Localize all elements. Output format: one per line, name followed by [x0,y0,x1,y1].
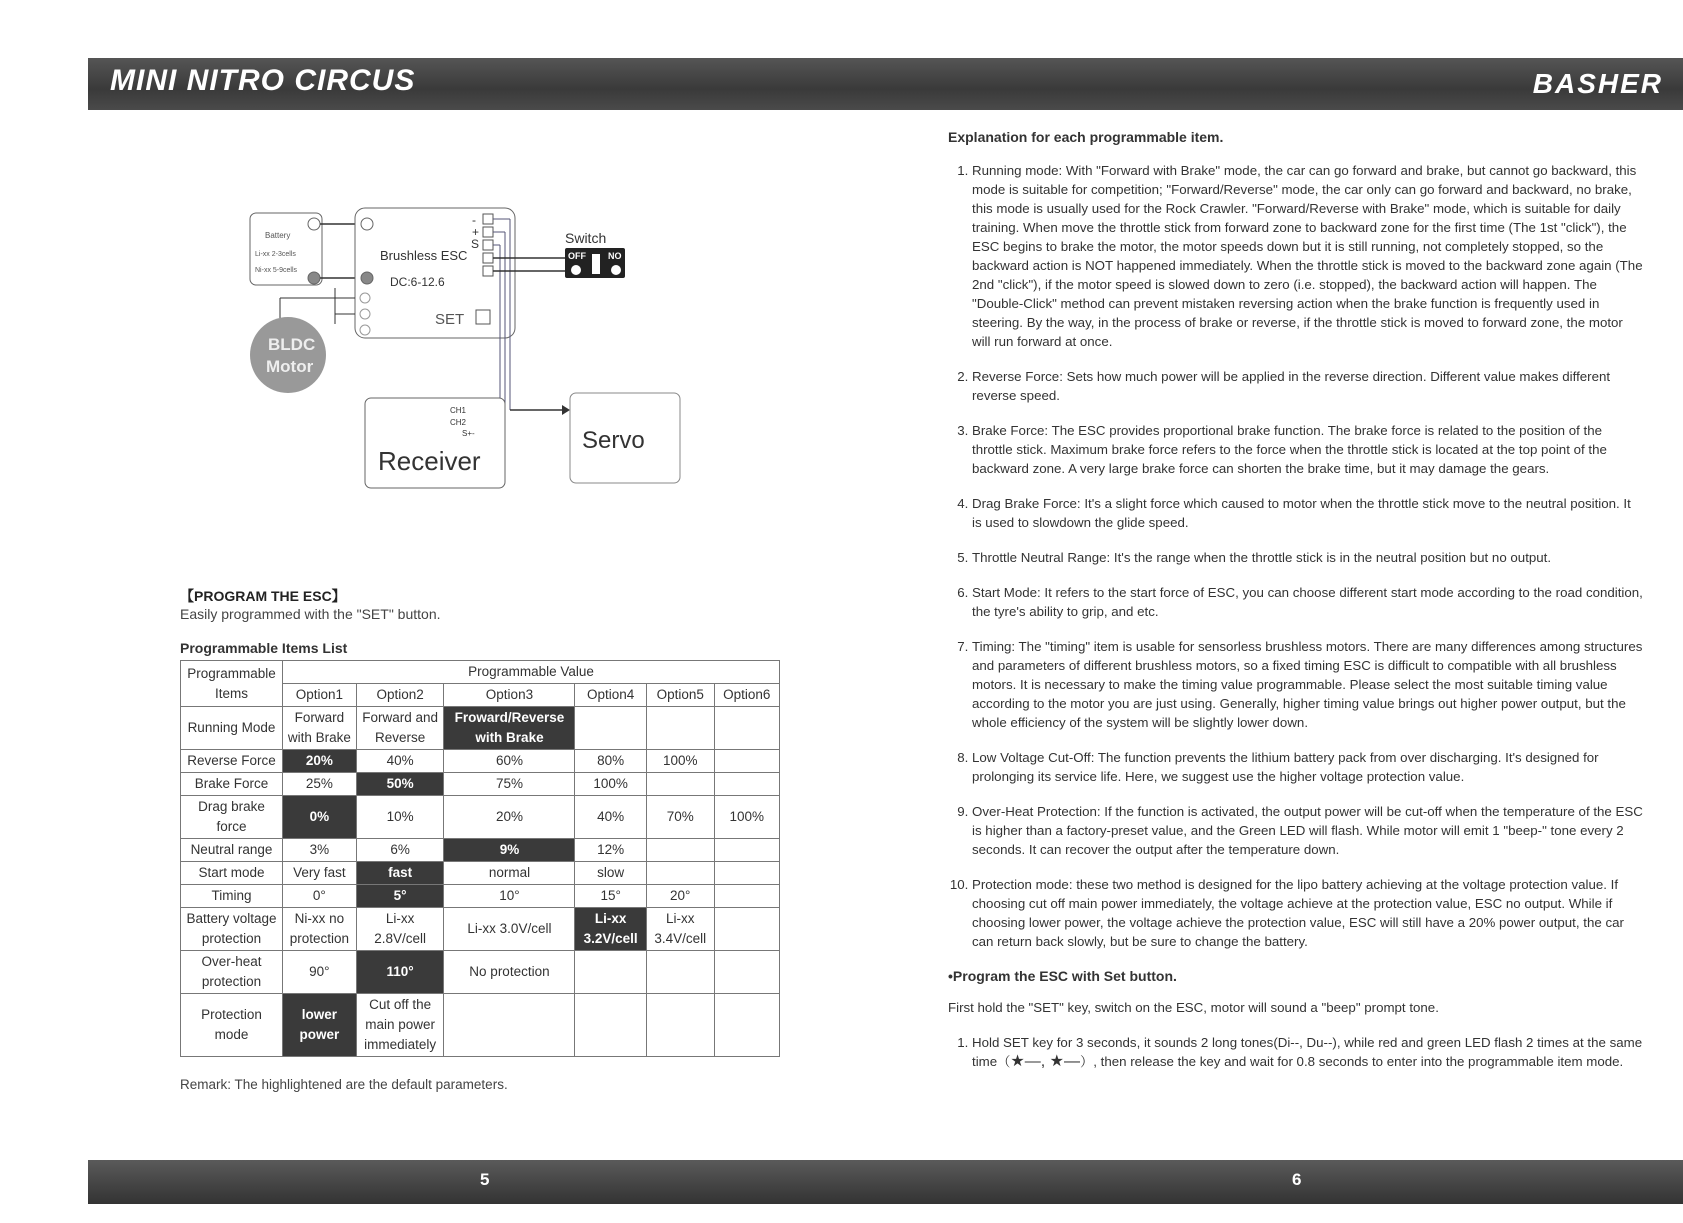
list-item: 7. Timing: The "timing" item is usable for sensorless brushless motors. There are many differences among structures and parameters of different brushless motors, so a fixed timing ESC is difficult to compatible with all brushless motors. It is necessary to make the timing value programmable. Please select the most suitable timing value according to the motor you are just using. Generally, higher timing value brings out higher power output, but the whole efficiency of the system will be slightly lower down. [972,637,1643,732]
table-row [181,773,780,796]
value-cell: 60% [444,750,575,773]
list-item: 10. Protection mode: these two method is designed for the lipo battery achieving at the voltage protection value. If choosing cut off main power immediately, the voltage achieve at the protection value, ESC no output. While if choosing lower power, the voltage achieve the protection value, ESC will still have a 20% power output, the car can return back slowly, but be sure to change the battery. [972,875,1643,951]
item-cell: Timing [181,885,283,908]
value-cell: 40% [575,796,646,839]
value-cell: 75% [444,773,575,796]
battery-line-3: Ni-xx 5-9cells [255,267,298,274]
value-cell: 3% [282,839,356,862]
list-item: 8. Low Voltage Cut-Off: The function prevents the lithium battery pack from over discharging. It's designed for prolonging its service life. Here, we suggest use the higher voltage protection value. [972,748,1643,786]
left-footer-bar [88,1160,890,1204]
value-cell: 10% [356,796,444,839]
value-cell [714,707,779,750]
list-item: 3. Brake Force: The ESC provides proportional brake function. The brake force is related to the position of the throttle stick. Maximum brake force refers to the force when the throttle stick is located at the top point of the backward zone. A very large brake force can shorten the brake time, but it may damage the gears. [972,421,1643,478]
value-cell: 15° [575,885,646,908]
item-cell: Drag brake force [181,796,283,839]
step1-text-b: ）, then release the key and wait for 0.8 seconds to enter into the programmable item mode. [1080,1054,1624,1069]
value-cell [646,773,714,796]
value-cell [575,994,646,1057]
value-cell [646,994,714,1057]
value-cell: Forward with Brake [282,707,356,750]
program-esc-title: 【PROGRAM THE ESC】 [180,588,346,604]
value-cell [714,994,779,1057]
page-number: 6 [1292,1170,1302,1189]
esc-title: Brushless ESC [380,248,468,263]
table-row [181,862,780,885]
set-label: SET [435,311,465,328]
item-cell: Over-heat protection [181,951,283,994]
value-cell: Li-xx 3.4V/cell [646,908,714,951]
value-cell: Very fast [282,862,356,885]
default-value-cell: Li-xx 3.2V/cell [575,908,646,951]
programmable-items-table [180,660,780,1057]
default-value-cell: 5° [356,885,444,908]
default-value-cell: 50% [356,773,444,796]
default-value-cell: 20% [282,750,356,773]
default-value-cell: Froward/Reverse with Brake [444,707,575,750]
value-cell [714,908,779,951]
item-cell: Battery voltage protection [181,908,283,951]
value-cell [646,951,714,994]
table-row [181,885,780,908]
battery-positive-icon [308,218,320,230]
table-corner-cell: Programmable Items [181,661,283,707]
value-cell: 10° [444,885,575,908]
receiver-label: Receiver [378,446,481,476]
value-cell: 100% [646,750,714,773]
value-cell: slow [575,862,646,885]
page-number: 5 [480,1170,490,1189]
option-header: Option5 [646,684,714,707]
list-item [972,1033,1643,1071]
switch-title: Switch [565,230,607,246]
switch-on-label: NO [608,251,622,261]
value-cell: Ni-xx no protection [282,908,356,951]
servo-label: Servo [582,427,645,454]
value-cell: 20% [444,796,575,839]
program-esc-set-heading: •Program the ESC with Set button. [948,968,1177,984]
item-cell: Start mode [181,862,283,885]
pin-minus: - [472,213,476,227]
step1-text-a: Hold SET key for 3 seconds, it sounds 2 long tones(Di--, Du--), while red and green LED flash 2 times at the same time（ [972,1035,1643,1069]
default-value-cell: 110° [356,951,444,994]
list-item: 1. Running mode: With "Forward with Brake" mode, the car can go forward and brake, but cannot go backward, this mode is suitable for competition; "Forward/Reverse" mode, the car only can go forward and backward, no brake, this mode is usually used for the Rock Crawler. "Forward/Reverse with Brake" mode, which is suitable for daily training. When move the throttle stick from forward zone to backward zone for the first time (The 1st "click"), the ESC begins to brake the motor, the motor speeds down but it is still running, not completely stopped, so the backward action is NOT happened immediately. When the throttle stick is moved to the backward zone again (The 2nd "click"), if the motor speed is slowed down to zero (i.e. stopped), the backward action will happen. The "Double-Click" method can prevent mistaken reversing action when the brake function is frequently used in steering. By the way, in the process of brake or reverse, if the throttle stick is moved to forward zone, the motor will run forward at once. [972,161,1643,351]
item-cell: Running Mode [181,707,283,750]
default-value-cell: 0% [282,796,356,839]
value-cell [714,885,779,908]
value-cell: 25% [282,773,356,796]
list-item: 5. Throttle Neutral Range: It's the range when the throttle stick is in the neutral position but no output. [972,548,1643,567]
item-cell: Protection mode [181,994,283,1057]
remark-text: Remark: The highlightened are the default parameters. [180,1077,508,1092]
value-cell: 90° [282,951,356,994]
list-item: 9. Over-Heat Protection: If the function is activated, the output power will be cut-off when the temperature of the ESC is higher than a factory-preset value, and the Green LED will flash. While motor will emit 1 "beep-" tone every 2 seconds. It can recover the output after the temperature down. [972,802,1643,859]
value-cell: Li-xx 3.0V/cell [444,908,575,951]
table-row [181,951,780,994]
value-cell [714,951,779,994]
receiver-ch2: CH2 [450,418,467,427]
motor-line-1: BLDC [268,335,316,354]
value-cell: 0° [282,885,356,908]
right-header-bar [890,58,1683,110]
value-cell [714,750,779,773]
value-cell: 20° [646,885,714,908]
item-cell: Neutral range [181,839,283,862]
table-header-row [181,661,780,684]
value-cell [714,839,779,862]
value-cell: Li-xx 2.8V/cell [356,908,444,951]
table-row [181,994,780,1057]
left-header-bar [88,58,890,110]
table-row [181,908,780,951]
value-cell: 40% [356,750,444,773]
value-cell: 70% [646,796,714,839]
bldc-motor-icon [250,317,326,393]
value-cell: 6% [356,839,444,862]
receiver-power: S+- [462,429,475,438]
value-cell [646,707,714,750]
right-page-body [948,128,1643,1087]
value-cell [646,862,714,885]
option-header: Option6 [714,684,779,707]
first-hold-text: First hold the "SET" key, switch on the ESC, motor will sound a "beep" prompt tone. [948,1000,1439,1015]
motor-line-2: Motor [266,357,314,376]
basher-logo [1533,68,1663,100]
default-value-cell: lower power [282,994,356,1057]
value-cell [714,773,779,796]
value-cell: Cut off the main power immediately [356,994,444,1057]
value-cell [575,951,646,994]
item-cell: Reverse Force [181,750,283,773]
default-value-cell: fast [356,862,444,885]
value-cell: No protection [444,951,575,994]
table-row [181,750,780,773]
set-button-icon [476,310,490,324]
pin-plus: + [472,225,480,239]
program-esc-intro: Easily programmed with the "SET" button. [180,606,441,622]
value-cell [646,839,714,862]
option-header: Option2 [356,684,444,707]
mini-nitro-circus-logo [110,64,415,98]
table-row [181,839,780,862]
value-cell [444,994,575,1057]
steps-list [948,1033,1643,1071]
value-cell: Forward and Reverse [356,707,444,750]
explanation-list [948,161,1643,951]
list-item: 6. Start Mode: It refers to the start force of ESC, you can choose different start mode according to the road condition, the tyre's ability to grip, and etc. [972,583,1643,621]
option-header: Option3 [444,684,575,707]
battery-line-2: Li-xx 2-3cells [255,251,296,258]
list-item: 4. Drag Brake Force: It's a slight force which caused to motor when the throttle stick move to the neutral position. It is used to slowdown the glide speed. [972,494,1643,532]
default-value-cell: 9% [444,839,575,862]
option-header: Option4 [575,684,646,707]
programmable-value-header: Programmable Value [282,661,779,684]
value-cell: 100% [575,773,646,796]
star-icon: ★—, ★— [1010,1053,1080,1070]
explanation-heading: Explanation for each programmable item. [948,129,1224,145]
battery-negative-icon [308,272,320,284]
list-item: 2. Reverse Force: Sets how much power will be applied in the reverse direction. Different value makes different reverse speed. [972,367,1643,405]
pin-signal: S [471,237,480,251]
right-footer-bar [890,1160,1683,1204]
value-cell: normal [444,862,575,885]
option-header: Option1 [282,684,356,707]
value-cell [714,862,779,885]
switch-off-label: OFF [568,251,586,261]
receiver-ch1: CH1 [450,406,467,415]
table-row [181,796,780,839]
value-cell: 100% [714,796,779,839]
programmable-items-list-title: Programmable Items List [180,640,348,656]
wiring-diagram [240,200,710,500]
table-row [181,707,780,750]
item-cell: Brake Force [181,773,283,796]
value-cell: 80% [575,750,646,773]
battery-line-1: Battery [265,231,291,240]
esc-voltage: DC:6-12.6 [390,275,445,289]
value-cell: 12% [575,839,646,862]
value-cell [575,707,646,750]
logo-text: MINI NITRO CIRCUS [110,64,416,97]
logo-text: BASHER [1532,68,1663,99]
